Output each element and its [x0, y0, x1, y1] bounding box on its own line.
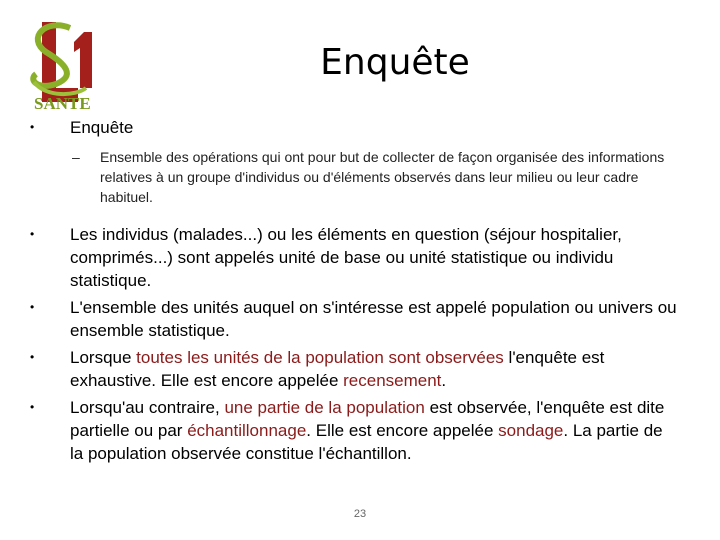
bullet-text: Enquête — [70, 118, 134, 137]
bullet-icon: • — [30, 120, 35, 134]
bullet-item — [28, 346, 678, 392]
text-segment: . La partie de la population observée constitue l'échantillon. — [70, 421, 663, 463]
bullet-item — [28, 116, 678, 139]
bullet-text: L'ensemble des unités auquel on s'intéresse est appelé population ou univers ou ensemble statistique. — [70, 298, 677, 340]
bullet-item — [28, 223, 678, 292]
highlight-text: échantillonnage — [187, 421, 307, 440]
dash-icon: – — [72, 149, 80, 165]
text-segment: Lorsque — [70, 348, 137, 367]
bullet-text: Les individus (malades...) ou les éléments en question (séjour hospitalier, comprimés...) sont appelés unité de base ou unité statistique ou individu statistique. — [70, 225, 622, 290]
text-segment: Lorsqu'au contraire, — [70, 398, 225, 417]
bullet-icon: • — [30, 350, 35, 364]
slide-title: Enquête — [320, 42, 470, 83]
slide-content — [28, 116, 678, 465]
logo-text: SANTE — [34, 94, 91, 113]
highlight-text: une partie de la population — [224, 398, 425, 417]
bullet-icon: • — [30, 227, 35, 241]
highlight-text: toutes les unités de la population sont observées — [136, 348, 504, 367]
text-segment: . — [441, 371, 447, 390]
sub-bullet-item — [28, 147, 678, 207]
sub-bullet-text: Ensemble des opérations qui ont pour but de collecter de façon organisée des informations relatives à un groupe d'individus ou d'éléments observés dans leur milieu ou leur cadre habituel. — [100, 149, 665, 205]
bullet-item — [28, 396, 678, 465]
text-segment: . Elle est encore appelée — [306, 421, 499, 440]
bullet-item — [28, 296, 678, 342]
highlight-text: sondage — [498, 421, 564, 440]
highlight-text: recensement — [343, 371, 442, 390]
text-segment: est observée, l'enquête est dite partielle ou par — [70, 398, 665, 440]
bullet-icon: • — [30, 300, 35, 314]
page-number: 23 — [353, 508, 367, 520]
text-segment: l'enquête est exhaustive. Elle est encore appelée — [70, 348, 605, 390]
bullet-icon: • — [30, 400, 35, 414]
